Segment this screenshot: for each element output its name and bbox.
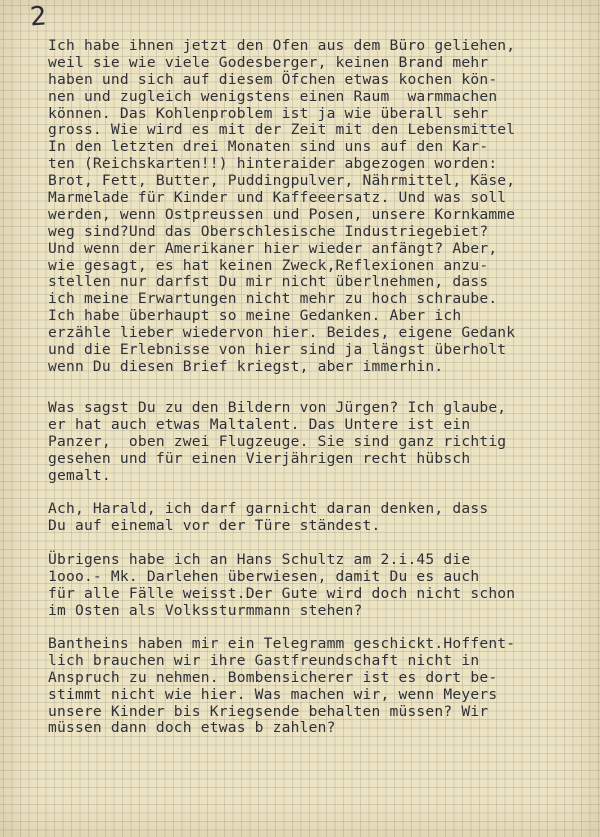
text-line: stellen nur darfst Du mir nicht überlnehmen, dass [48, 273, 489, 291]
text-line: wenn Du diesen Brief kriegst, aber immerhin. [48, 357, 444, 375]
text-line: unsere Kinder bis Kriegsende behalten müssen? Wir [48, 702, 489, 720]
text-line: Anspruch zu nehmen. Bombensicherer ist es dort be- [48, 668, 498, 686]
paragraph-darlehen [48, 552, 596, 620]
text-line: gesehen und für einen Vierjährigen recht hübsch [48, 449, 471, 467]
text-line: wie gesagt, es hat keinen Zweck,Reflexionen anzu- [48, 256, 489, 274]
text-line: Panzer, oben zwei Flugzeuge. Sie sind ganz richtig [48, 432, 507, 450]
text-line: weil sie wie viele Godesberger, keinen Brand mehr [48, 53, 489, 71]
text-line: haben und sich auf diesem Öfchen etwas kochen kön- [48, 70, 498, 88]
paragraph-ofen [48, 38, 596, 376]
page-number: 2 [28, 1, 48, 33]
text-line: werden, wenn Ostpreussen und Posen, unsere Kornkamme [48, 205, 516, 223]
text-line: Ach, Harald, ich darf garnicht daran denken, dass [48, 500, 489, 517]
text-line: Und wenn der Amerikaner hier wieder anfängt? Aber, [48, 239, 498, 257]
text-line: In den letzten drei Monaten sind uns auf den Kar- [48, 138, 489, 156]
text-line: Brot, Fett, Butter, Puddingpulver, Nährmittel, Käse, [48, 172, 516, 190]
paragraph-bilder [48, 400, 596, 484]
text-line: Du auf einemal vor der Türe ständest. [48, 516, 381, 534]
text-line: Bantheins haben mir ein Telegramm geschickt.Hoffent- [48, 635, 516, 652]
text-line: für alle Fälle weisst.Der Gute wird doch nicht schon [48, 584, 516, 602]
text-line: Ich habe ihnen jetzt den Ofen aus dem Büro geliehen, [48, 37, 516, 54]
text-line: stimmt nicht wie hier. Was machen wir, wenn Meyers [48, 685, 498, 703]
text-line: erzähle lieber wiedervon hier. Beides, eigene Gedank [48, 324, 516, 342]
text-line: Marmelade für Kinder und Kaffeeersatz. Und was soll [48, 189, 507, 207]
text-line: ten (Reichskarten!!) hinteraider abgezogen worden: [48, 155, 498, 173]
text-line: er hat auch etwas Maltalent. Das Untere ist ein [48, 415, 471, 433]
text-line: im Osten als Volkssturmmann stehen? [48, 601, 363, 619]
text-line: gemalt. [48, 466, 111, 484]
paragraph-telegramm [48, 636, 596, 737]
paragraph-harald [48, 501, 596, 535]
text-line: können. Das Kohlenproblem ist ja wie überall sehr [48, 104, 489, 122]
text-line: gross. Wie wird es mit der Zeit mit den Lebensmittel [48, 121, 516, 139]
text-line: und die Erlebnisse von hier sind ja längst überholt [48, 341, 507, 359]
text-line: 1ooo.- Mk. Darlehen überwiesen, damit Du es auch [48, 567, 480, 585]
text-line: lich brauchen wir ihre Gastfreundschaft nicht in [48, 651, 480, 669]
text-line: Was sagst Du zu den Bildern von Jürgen? Ich glaube, [48, 399, 507, 416]
text-line: ich meine Erwartungen nicht mehr zu hoch schraube. [48, 290, 498, 308]
text-line: weg sind?Und das Oberschlesische Industriegebiet? [48, 222, 489, 240]
text-line: nen und zugleich wenigstens einen Raum warmmachen [48, 87, 498, 105]
text-line: Ich habe überhaupt so meine Gedanken. Aber ich [48, 307, 462, 325]
text-line: müssen dann doch etwas b zahlen? [48, 719, 336, 737]
text-line: Übrigens habe ich an Hans Schultz am 2.i.45 die [48, 551, 471, 568]
